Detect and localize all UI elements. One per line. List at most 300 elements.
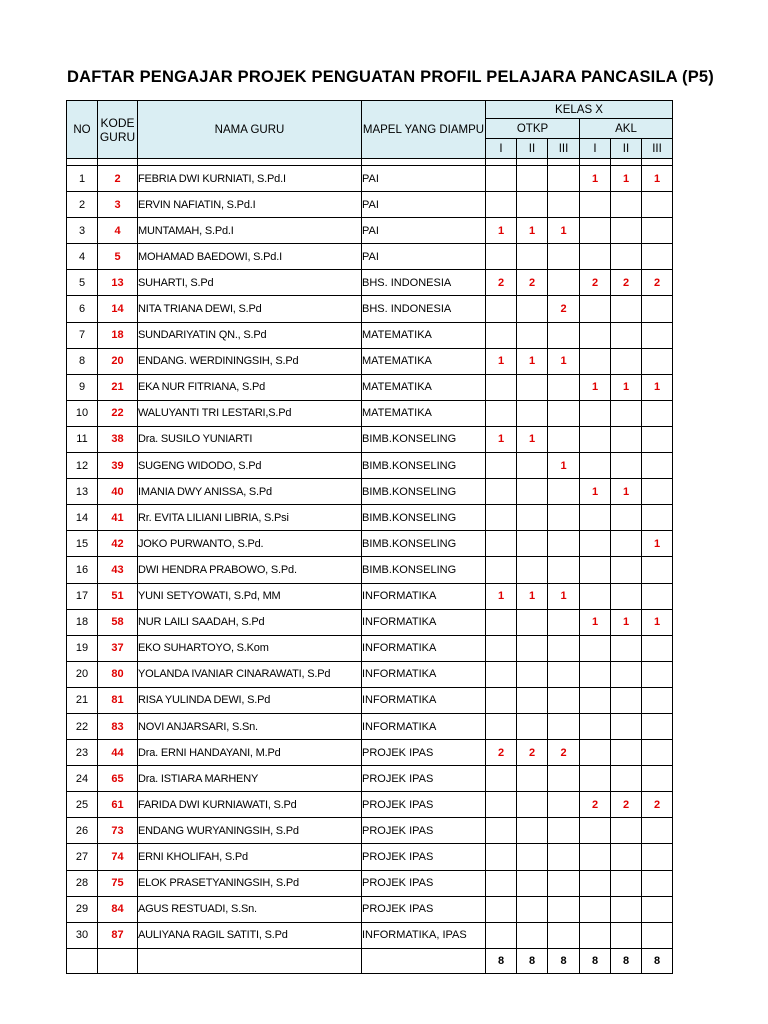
row-count-akl-1: 1	[580, 479, 611, 505]
table-row	[67, 296, 673, 322]
row-count-otkp-3: 1	[548, 348, 580, 374]
row-count-otkp-3	[548, 635, 580, 661]
row-mapel: INFORMATIKA	[362, 609, 486, 635]
row-count-otkp-1	[486, 661, 517, 687]
row-count-akl-2	[611, 713, 642, 739]
row-count-otkp-2	[517, 453, 548, 479]
row-count-otkp-2: 1	[517, 426, 548, 452]
row-kode-guru: 44	[98, 740, 138, 766]
row-nama-guru: ELOK PRASETYANINGSIH, S.Pd	[138, 870, 362, 896]
row-nama-guru: DWI HENDRA PRABOWO, S.Pd.	[138, 557, 362, 583]
row-count-akl-2	[611, 870, 642, 896]
row-count-otkp-3	[548, 270, 580, 296]
row-no: 3	[67, 218, 98, 244]
row-nama-guru: SUHARTI, S.Pd	[138, 270, 362, 296]
row-no: 23	[67, 740, 98, 766]
header-kode	[98, 101, 138, 159]
row-no: 5	[67, 270, 98, 296]
row-count-otkp-2	[517, 713, 548, 739]
row-count-akl-2	[611, 218, 642, 244]
row-count-otkp-1	[486, 870, 517, 896]
row-count-otkp-3: 1	[548, 583, 580, 609]
row-count-otkp-1: 2	[486, 740, 517, 766]
row-no: 30	[67, 922, 98, 948]
row-count-otkp-2: 1	[517, 218, 548, 244]
row-no: 28	[67, 870, 98, 896]
row-mapel: PROJEK IPAS	[362, 818, 486, 844]
row-count-akl-2	[611, 348, 642, 374]
header-kode-line1: KODE	[100, 115, 135, 130]
row-count-otkp-1	[486, 818, 517, 844]
row-mapel: PROJEK IPAS	[362, 792, 486, 818]
row-mapel: MATEMATIKA	[362, 322, 486, 348]
totals-empty	[138, 948, 362, 973]
row-mapel: INFORMATIKA	[362, 635, 486, 661]
row-count-akl-3	[642, 557, 673, 583]
row-mapel: PROJEK IPAS	[362, 766, 486, 792]
row-count-otkp-3	[548, 244, 580, 270]
table-row	[67, 453, 673, 479]
row-count-otkp-1	[486, 453, 517, 479]
table-row	[67, 192, 673, 218]
table-header	[67, 101, 673, 166]
row-count-otkp-3	[548, 166, 580, 192]
row-count-akl-3	[642, 453, 673, 479]
row-count-akl-3	[642, 818, 673, 844]
row-count-akl-3	[642, 740, 673, 766]
row-mapel: BIMB.KONSELING	[362, 426, 486, 452]
header-sub-otkp-1: I	[486, 139, 517, 159]
row-count-akl-1	[580, 244, 611, 270]
row-nama-guru: SUNDARIYATIN QN., S.Pd	[138, 322, 362, 348]
row-count-akl-3: 1	[642, 166, 673, 192]
row-count-otkp-1	[486, 844, 517, 870]
table-row	[67, 896, 673, 922]
row-count-akl-3	[642, 192, 673, 218]
row-count-akl-3	[642, 844, 673, 870]
row-kode-guru: 13	[98, 270, 138, 296]
row-kode-guru: 42	[98, 531, 138, 557]
row-no: 22	[67, 713, 98, 739]
row-no: 26	[67, 818, 98, 844]
header-spacer	[67, 159, 673, 166]
row-nama-guru: ENDANG WURYANINGSIH, S.Pd	[138, 818, 362, 844]
row-kode-guru: 75	[98, 870, 138, 896]
row-count-otkp-3	[548, 922, 580, 948]
row-nama-guru: AGUS RESTUADI, S.Sn.	[138, 896, 362, 922]
row-count-otkp-2	[517, 922, 548, 948]
table-row	[67, 870, 673, 896]
header-sub-otkp-3: III	[548, 139, 580, 159]
row-count-otkp-1	[486, 244, 517, 270]
row-nama-guru: Dra. ISTIARA MARHENY	[138, 766, 362, 792]
row-count-otkp-3	[548, 531, 580, 557]
row-no: 8	[67, 348, 98, 374]
row-count-akl-3	[642, 661, 673, 687]
row-mapel: BIMB.KONSELING	[362, 557, 486, 583]
table-row	[67, 400, 673, 426]
row-mapel: PAI	[362, 166, 486, 192]
row-count-otkp-2	[517, 557, 548, 583]
row-count-otkp-2	[517, 244, 548, 270]
row-count-akl-1: 1	[580, 166, 611, 192]
row-no: 12	[67, 453, 98, 479]
row-count-akl-3	[642, 426, 673, 452]
row-count-akl-2: 1	[611, 479, 642, 505]
total-otkp-3: 8	[548, 948, 580, 973]
row-count-akl-1: 1	[580, 374, 611, 400]
row-count-akl-1	[580, 296, 611, 322]
row-nama-guru: WALUYANTI TRI LESTARI,S.Pd	[138, 400, 362, 426]
table-row	[67, 426, 673, 452]
teacher-table	[66, 100, 673, 974]
table-row	[67, 818, 673, 844]
row-count-akl-1	[580, 557, 611, 583]
row-no: 6	[67, 296, 98, 322]
row-count-otkp-3	[548, 792, 580, 818]
row-count-akl-1	[580, 583, 611, 609]
row-no: 20	[67, 661, 98, 687]
table-row	[67, 557, 673, 583]
row-count-akl-2	[611, 818, 642, 844]
row-count-akl-3: 2	[642, 270, 673, 296]
row-count-otkp-1	[486, 766, 517, 792]
row-count-akl-2	[611, 192, 642, 218]
row-kode-guru: 37	[98, 635, 138, 661]
row-kode-guru: 22	[98, 400, 138, 426]
row-count-otkp-3	[548, 609, 580, 635]
row-count-akl-1	[580, 192, 611, 218]
row-count-otkp-3: 1	[548, 218, 580, 244]
row-nama-guru: Rr. EVITA LILIANI LIBRIA, S.Psi	[138, 505, 362, 531]
row-count-akl-1	[580, 505, 611, 531]
row-mapel: BIMB.KONSELING	[362, 479, 486, 505]
row-count-otkp-1	[486, 166, 517, 192]
row-count-akl-2	[611, 922, 642, 948]
row-count-otkp-1: 1	[486, 218, 517, 244]
row-count-akl-3	[642, 296, 673, 322]
row-no: 11	[67, 426, 98, 452]
table-row	[67, 218, 673, 244]
row-count-akl-2	[611, 400, 642, 426]
row-kode-guru: 83	[98, 713, 138, 739]
row-count-akl-1	[580, 400, 611, 426]
header-group-akl: AKL	[580, 119, 673, 139]
row-no: 13	[67, 479, 98, 505]
row-count-akl-2: 1	[611, 374, 642, 400]
row-mapel: PROJEK IPAS	[362, 870, 486, 896]
row-count-akl-1	[580, 870, 611, 896]
row-count-otkp-2	[517, 844, 548, 870]
row-count-otkp-1	[486, 296, 517, 322]
row-nama-guru: ERVIN NAFIATIN, S.Pd.I	[138, 192, 362, 218]
row-no: 17	[67, 583, 98, 609]
row-mapel: INFORMATIKA	[362, 687, 486, 713]
row-nama-guru: EKO SUHARTOYO, S.Kom	[138, 635, 362, 661]
row-no: 10	[67, 400, 98, 426]
row-count-akl-3	[642, 244, 673, 270]
row-nama-guru: ENDANG. WERDININGSIH, S.Pd	[138, 348, 362, 374]
row-count-otkp-3: 1	[548, 453, 580, 479]
table-row	[67, 583, 673, 609]
row-count-akl-2	[611, 844, 642, 870]
row-count-akl-2	[611, 322, 642, 348]
row-count-otkp-1: 2	[486, 270, 517, 296]
row-count-akl-3	[642, 479, 673, 505]
row-mapel: PAI	[362, 244, 486, 270]
row-mapel: PAI	[362, 192, 486, 218]
row-nama-guru: RISA YULINDA DEWI, S.Pd	[138, 687, 362, 713]
row-count-otkp-3: 2	[548, 740, 580, 766]
row-no: 19	[67, 635, 98, 661]
header-kelas: KELAS X	[486, 101, 673, 119]
row-nama-guru: JOKO PURWANTO, S.Pd.	[138, 531, 362, 557]
header-no: NO	[67, 101, 98, 159]
row-count-akl-3	[642, 896, 673, 922]
row-count-otkp-1	[486, 557, 517, 583]
row-nama-guru: YUNI SETYOWATI, S.Pd, MM	[138, 583, 362, 609]
row-count-otkp-1	[486, 896, 517, 922]
row-kode-guru: 80	[98, 661, 138, 687]
row-no: 9	[67, 374, 98, 400]
table-row	[67, 792, 673, 818]
row-kode-guru: 18	[98, 322, 138, 348]
row-count-otkp-1	[486, 713, 517, 739]
row-kode-guru: 74	[98, 844, 138, 870]
table-row	[67, 348, 673, 374]
row-count-akl-2: 2	[611, 270, 642, 296]
table-row	[67, 661, 673, 687]
total-akl-3: 8	[642, 948, 673, 973]
table-row	[67, 505, 673, 531]
row-count-akl-2	[611, 426, 642, 452]
row-kode-guru: 20	[98, 348, 138, 374]
row-kode-guru: 2	[98, 166, 138, 192]
row-count-akl-3: 1	[642, 531, 673, 557]
table-row	[67, 687, 673, 713]
row-count-akl-2	[611, 505, 642, 531]
row-kode-guru: 14	[98, 296, 138, 322]
row-count-akl-1: 2	[580, 792, 611, 818]
row-mapel: INFORMATIKA, IPAS	[362, 922, 486, 948]
header-sub-akl-1: I	[580, 139, 611, 159]
row-no: 1	[67, 166, 98, 192]
row-count-otkp-2	[517, 400, 548, 426]
row-no: 29	[67, 896, 98, 922]
row-count-akl-1	[580, 661, 611, 687]
row-count-akl-1	[580, 635, 611, 661]
page-title: DAFTAR PENGAJAR PROJEK PENGUATAN PROFIL PELAJARA PANCASILA (P5)	[67, 68, 714, 86]
row-count-akl-3	[642, 922, 673, 948]
row-count-otkp-3	[548, 896, 580, 922]
row-count-akl-1	[580, 218, 611, 244]
row-nama-guru: EKA NUR FITRIANA, S.Pd	[138, 374, 362, 400]
row-count-akl-1	[580, 531, 611, 557]
row-kode-guru: 73	[98, 818, 138, 844]
row-count-akl-3: 2	[642, 792, 673, 818]
row-mapel: INFORMATIKA	[362, 661, 486, 687]
row-count-otkp-1: 1	[486, 426, 517, 452]
row-count-akl-2	[611, 635, 642, 661]
row-count-otkp-3	[548, 661, 580, 687]
row-kode-guru: 65	[98, 766, 138, 792]
row-count-akl-1: 1	[580, 609, 611, 635]
total-otkp-2: 8	[517, 948, 548, 973]
row-nama-guru: IMANIA DWY ANISSA, S.Pd	[138, 479, 362, 505]
row-nama-guru: Dra. SUSILO YUNIARTI	[138, 426, 362, 452]
row-count-otkp-2: 1	[517, 583, 548, 609]
row-nama-guru: MOHAMAD BAEDOWI, S.Pd.I	[138, 244, 362, 270]
row-kode-guru: 5	[98, 244, 138, 270]
row-count-otkp-3	[548, 192, 580, 218]
row-count-otkp-2	[517, 870, 548, 896]
row-count-akl-3: 1	[642, 374, 673, 400]
row-nama-guru: AULIYANA RAGIL SATITI, S.Pd	[138, 922, 362, 948]
row-kode-guru: 81	[98, 687, 138, 713]
table-row	[67, 844, 673, 870]
row-count-akl-2	[611, 583, 642, 609]
row-count-otkp-3	[548, 818, 580, 844]
row-count-otkp-1	[486, 531, 517, 557]
row-no: 7	[67, 322, 98, 348]
row-count-otkp-1	[486, 687, 517, 713]
row-count-akl-2	[611, 661, 642, 687]
row-count-otkp-2: 2	[517, 740, 548, 766]
row-count-akl-1	[580, 766, 611, 792]
row-count-otkp-1	[486, 322, 517, 348]
total-akl-1: 8	[580, 948, 611, 973]
row-mapel: INFORMATIKA	[362, 583, 486, 609]
row-count-akl-3	[642, 505, 673, 531]
table-row	[67, 270, 673, 296]
row-count-akl-1	[580, 453, 611, 479]
row-mapel: MATEMATIKA	[362, 348, 486, 374]
header-kode-line2: GURU	[99, 129, 136, 144]
row-count-otkp-3	[548, 400, 580, 426]
row-count-akl-2: 2	[611, 792, 642, 818]
table-row	[67, 766, 673, 792]
row-count-otkp-2	[517, 792, 548, 818]
row-count-otkp-3	[548, 870, 580, 896]
row-count-akl-2	[611, 766, 642, 792]
row-nama-guru: SUGENG WIDODO, S.Pd	[138, 453, 362, 479]
row-nama-guru: NUR LAILI SAADAH, S.Pd	[138, 609, 362, 635]
header-sub-akl-2: II	[611, 139, 642, 159]
row-nama-guru: YOLANDA IVANIAR CINARAWATI, S.Pd	[138, 661, 362, 687]
row-nama-guru: NOVI ANJARSARI, S.Sn.	[138, 713, 362, 739]
row-count-akl-3	[642, 218, 673, 244]
row-nama-guru: FEBRIA DWI KURNIATI, S.Pd.I	[138, 166, 362, 192]
row-count-otkp-2	[517, 635, 548, 661]
row-count-otkp-3	[548, 479, 580, 505]
row-count-otkp-1: 1	[486, 583, 517, 609]
row-count-akl-2	[611, 557, 642, 583]
table-row	[67, 635, 673, 661]
row-no: 25	[67, 792, 98, 818]
row-no: 24	[67, 766, 98, 792]
table-row	[67, 166, 673, 192]
row-count-akl-1	[580, 740, 611, 766]
table-row	[67, 531, 673, 557]
row-mapel: BIMB.KONSELING	[362, 505, 486, 531]
row-count-akl-3	[642, 583, 673, 609]
table-row	[67, 740, 673, 766]
row-kode-guru: 84	[98, 896, 138, 922]
row-count-akl-3	[642, 635, 673, 661]
row-count-otkp-1	[486, 609, 517, 635]
row-count-akl-1	[580, 818, 611, 844]
row-kode-guru: 61	[98, 792, 138, 818]
row-mapel: BIMB.KONSELING	[362, 531, 486, 557]
row-count-otkp-2	[517, 896, 548, 922]
row-nama-guru: Dra. ERNI HANDAYANI, M.Pd	[138, 740, 362, 766]
row-no: 15	[67, 531, 98, 557]
row-count-otkp-2	[517, 166, 548, 192]
row-count-otkp-1	[486, 479, 517, 505]
row-count-akl-2	[611, 896, 642, 922]
row-mapel: BIMB.KONSELING	[362, 453, 486, 479]
row-no: 21	[67, 687, 98, 713]
row-count-otkp-1: 1	[486, 348, 517, 374]
row-kode-guru: 41	[98, 505, 138, 531]
table-row	[67, 609, 673, 635]
row-count-akl-1	[580, 687, 611, 713]
row-count-otkp-2	[517, 296, 548, 322]
row-count-akl-2: 1	[611, 609, 642, 635]
totals-empty	[362, 948, 486, 973]
row-mapel: PROJEK IPAS	[362, 844, 486, 870]
row-no: 27	[67, 844, 98, 870]
row-count-akl-1	[580, 896, 611, 922]
row-count-akl-3	[642, 687, 673, 713]
total-akl-2: 8	[611, 948, 642, 973]
row-kode-guru: 43	[98, 557, 138, 583]
header-sub-otkp-2: II	[517, 139, 548, 159]
totals-row	[67, 948, 673, 973]
header-sub-akl-3: III	[642, 139, 673, 159]
table-row	[67, 322, 673, 348]
row-count-otkp-3: 2	[548, 296, 580, 322]
row-nama-guru: FARIDA DWI KURNIAWATI, S.Pd	[138, 792, 362, 818]
row-count-akl-2	[611, 531, 642, 557]
table-row	[67, 374, 673, 400]
row-count-akl-1	[580, 426, 611, 452]
total-otkp-1: 8	[486, 948, 517, 973]
row-count-akl-1	[580, 844, 611, 870]
row-count-otkp-3	[548, 557, 580, 583]
table-row	[67, 713, 673, 739]
totals-empty	[67, 948, 98, 973]
row-count-akl-3	[642, 713, 673, 739]
row-count-akl-2	[611, 453, 642, 479]
row-count-otkp-1	[486, 922, 517, 948]
table-row	[67, 479, 673, 505]
row-nama-guru: NITA TRIANA DEWI, S.Pd	[138, 296, 362, 322]
header-group-otkp: OTKP	[486, 119, 580, 139]
row-count-akl-3	[642, 766, 673, 792]
row-count-otkp-2	[517, 322, 548, 348]
row-count-otkp-3	[548, 322, 580, 348]
row-nama-guru: ERNI KHOLIFAH, S.Pd	[138, 844, 362, 870]
row-count-otkp-2	[517, 479, 548, 505]
row-count-otkp-2	[517, 505, 548, 531]
row-kode-guru: 51	[98, 583, 138, 609]
row-count-otkp-3	[548, 687, 580, 713]
row-kode-guru: 40	[98, 479, 138, 505]
row-no: 16	[67, 557, 98, 583]
row-count-akl-1	[580, 322, 611, 348]
row-no: 4	[67, 244, 98, 270]
